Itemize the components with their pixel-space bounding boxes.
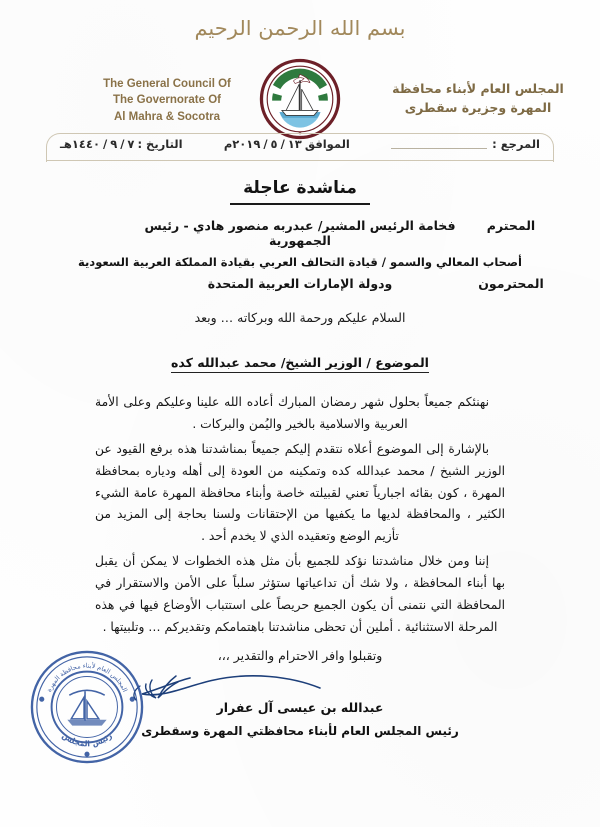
header-english-line-3: Al Mahra & Socotra [113,110,221,123]
recipient-row [48,276,552,291]
greg-year: ٢٠١٩م [223,137,261,151]
recipient-name: فخامة الرئيس المشير/ عبدربه منصور هادي - رئيس الجمهورية [144,218,456,248]
council-emblem [259,58,341,140]
letter-body [95,392,505,639]
header-rule-line [46,160,554,161]
signature-block [0,700,600,738]
subject-block [0,352,600,373]
hijri-year: ١٤٤٠هـ [60,137,100,151]
date-reference-row [60,137,540,151]
corresponding-label: الموافق [304,137,350,151]
greg-month: ٥ [270,137,278,151]
basmala-calligraphy: بسم الله الرحمن الرحيم [194,16,406,40]
date-separator-1: / [120,137,125,151]
body-paragraph-2: بالإشارة إلى الموضوع أعلاه نتقدم إليكم جميعاً بمناشدتنا هذه برفع القيود عن الوزير الشيخ / محمد عبدالله كده وتمكينه من العودة إلى أهله ودياره بمحافظة المهرة ، كون بقائه اجبارياً تعني لقبيلته خاصة وأبناء محافظة المهرة عامة الشيء الكثير ، والمحافظة لديها ما يكفيها من الإحتقانات ولسنا بحاجة إلى المزيد من تأزيم الوضع وتعقيده الذي لا يخدم أحد . [95,441,505,544]
body-paragraph-3: إننا ومن خلال مناشدتنا نؤكد للجميع بأن مثل هذه الخطوات لا يمكن أن يقبل بها أبناء المحافظة ، ولا شك أن تداعياتها ستؤثر سلباً على الأمن والاستقرار في المحافظة التي نتمنى أن يكون الجميع حريصاً على استتباب الأوضاع فيها في هذه المرحلة الاستثنائية . أملين أن تحظى مناشدتنا باهتمامكم وتقديركم … وتلبيتها . [95,554,505,634]
gregorian-date-group [224,137,350,151]
header-english-block [72,76,262,125]
recipient-name: ودولة الإمارات العربية المتحدة [207,276,393,291]
header-arabic-line-2: المهرة وجزيرة سقطرى [404,99,552,115]
recipient-honorific: المحترم [486,218,536,233]
date-separator-4: / [263,137,268,151]
recipient-honorific: المحترمون [478,276,544,291]
svg-text:★: ★ [298,130,302,136]
body-paragraph-1: نهنئكم جميعاً بحلول شهر رمضان المبارك أعاده الله علينا وعليكم وعلى الأمة العربية والاسلامية بالخير واليُمن والبركات . [95,395,489,431]
date-label: التاريخ : [137,137,183,151]
document-title: مناشدة عاجلة [243,178,357,198]
recipient-row [48,255,552,269]
subject-line: الموضوع / الوزير الشيخ/ محمد عبدالله كده [171,355,429,373]
recipient-name: أصحاب المعالي والسمو / قيادة التحالف العربي بقيادة المملكة العربية السعودية [78,255,522,269]
greg-day: ١٣ [287,137,302,151]
header-arabic-line-1: المجلس العام لأبناء محافظة [392,81,564,96]
header-arabic-block [378,80,578,118]
hijri-date-group [60,137,183,151]
recipients-block [48,218,552,298]
greeting-line: السلام عليكم ورحمة الله وبركاته … وبعد [194,310,406,325]
signatory-title: رئيس المجلس العام لأبناء محافظتي المهرة وسقطرى [141,724,459,738]
reference-value-blank[interactable] [391,139,487,149]
reference-label: المرجع : [492,137,540,151]
header-english-line-1: The General Council Of [103,78,231,90]
svg-text:رئيس المجلس: رئيس المجلس [60,730,114,749]
closing-line: وتقبلوا وافر الاحترام والتقدير ،،، [217,648,383,663]
hijri-month: ٩ [110,137,118,151]
reference-group [391,137,540,151]
date-separator-2: / [102,137,108,151]
date-separator-3: / [280,137,285,151]
header-english-line-2: The Governorate Of [113,94,221,107]
svg-text:المجلس العام لأبناء محافظة الم: المجلس العام لأبناء محافظة المهرة [44,661,130,694]
recipient-row [48,218,552,248]
title-underline [230,203,370,205]
hijri-day: ٧ [127,137,135,151]
signatory-name: عبدالله بن عيسى آل عفرار [216,700,384,715]
